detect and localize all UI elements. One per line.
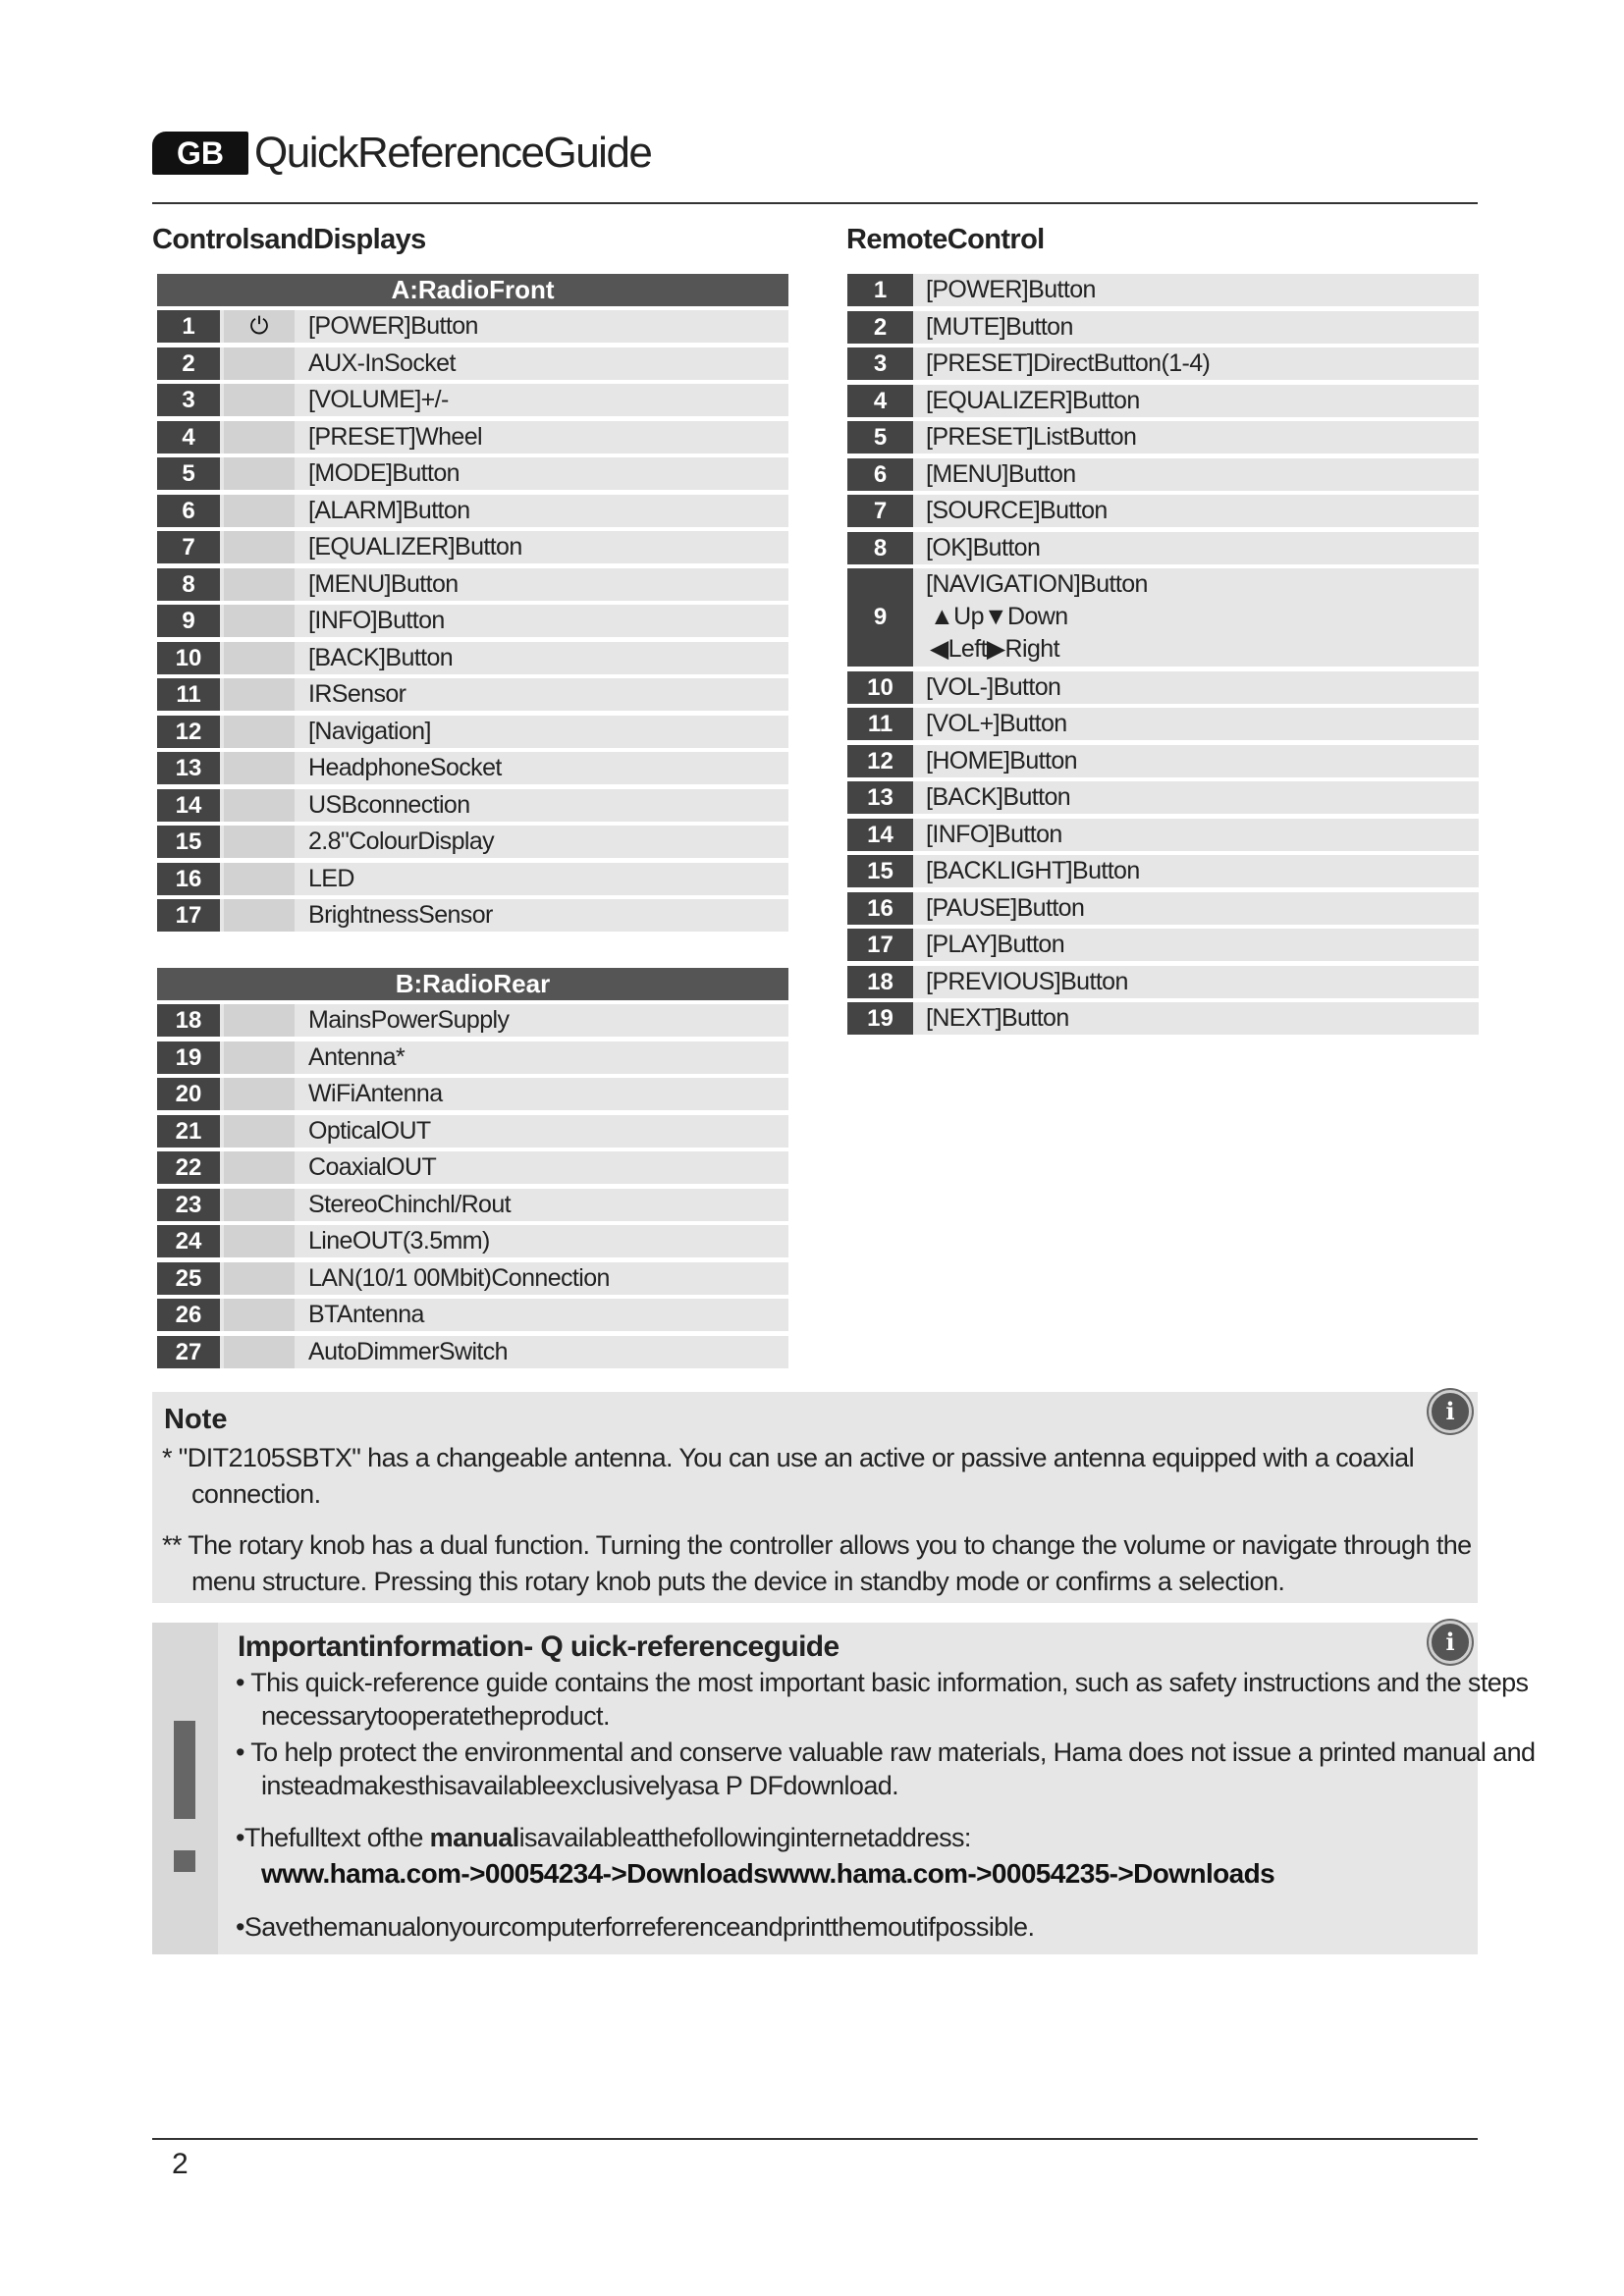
table-row <box>157 605 788 637</box>
item-label-line: ◀Left▶Right <box>930 635 1059 663</box>
table-row <box>847 966 1479 998</box>
item-number: 19 <box>157 1041 220 1074</box>
table-row <box>157 531 788 563</box>
item-label: [VOL-]Button <box>926 672 1061 701</box>
item-number: 1 <box>847 274 913 306</box>
table-row <box>157 495 788 527</box>
table-row <box>157 1041 788 1074</box>
item-label: CoaxialOUT <box>308 1153 437 1181</box>
item-number: 1 <box>157 310 220 343</box>
item-label: [MUTE]Button <box>926 312 1073 341</box>
item-number: 21 <box>157 1115 220 1148</box>
item-label: 2.8"ColourDisplay <box>308 828 495 855</box>
table-a-title: A:RadioFront <box>157 274 788 306</box>
item-symbol <box>224 347 295 380</box>
item-label: [MODE]Button <box>308 459 460 487</box>
table-row <box>847 819 1479 851</box>
item-label: LED <box>308 864 354 892</box>
item-number: 16 <box>157 863 220 895</box>
controls-section-title: ControlsandDisplays <box>152 224 426 255</box>
item-label: [ALARM]Button <box>308 496 470 524</box>
item-symbol <box>224 1189 295 1221</box>
item-label: MainsPowerSupply <box>308 1006 510 1034</box>
bullet-1-line-1: • This quick-reference guide contains the most important basic information, such as safety instructions and the steps <box>236 1668 1529 1697</box>
exclamation-dot <box>174 1850 195 1872</box>
power-icon: ⏻ <box>224 310 295 343</box>
table-b-title: B:RadioRear <box>157 968 788 1000</box>
table-row <box>847 781 1479 814</box>
item-number: 2 <box>847 311 913 344</box>
table-row <box>157 826 788 858</box>
item-number: 22 <box>157 1151 220 1184</box>
bullet-3 <box>236 1823 971 1853</box>
table-row <box>157 1115 788 1148</box>
table-row <box>157 716 788 748</box>
table-row <box>157 752 788 784</box>
table-row <box>847 347 1479 380</box>
item-label: [INFO]Button <box>308 607 445 634</box>
table-row <box>157 421 788 454</box>
item-label-line: [NAVIGATION]Button <box>926 570 1148 598</box>
item-symbol <box>224 899 295 932</box>
item-symbol <box>224 605 295 637</box>
table-row <box>157 642 788 674</box>
table-row <box>157 1004 788 1037</box>
item-number: 11 <box>847 708 913 740</box>
item-label: [VOLUME]+/- <box>308 386 449 413</box>
item-number: 17 <box>157 899 220 932</box>
table-row <box>157 568 788 601</box>
item-symbol <box>224 863 295 895</box>
table-row <box>157 1189 788 1221</box>
item-label: [PLAY]Button <box>926 931 1065 958</box>
bullet-2-line-1: • To help protect the environmental and conserve valuable raw materials, Hama does not issue a printed manual and <box>236 1737 1536 1767</box>
table-row <box>847 385 1479 417</box>
table-row <box>157 1336 788 1368</box>
item-number: 14 <box>847 819 913 851</box>
item-number: 16 <box>847 892 913 925</box>
table-row <box>157 1078 788 1110</box>
note-title: Note <box>164 1404 228 1435</box>
item-symbol <box>224 1004 295 1037</box>
bullet-2-line-2: insteadmakesthisavailableexclusivelyasa P DFdownload. <box>261 1771 899 1800</box>
item-number: 8 <box>157 568 220 601</box>
item-number: 9 <box>157 605 220 637</box>
item-label: BTAntenna <box>308 1301 424 1328</box>
table-row <box>157 678 788 711</box>
item-number: 25 <box>157 1262 220 1295</box>
important-title: Importantinformation- Q uick-referenceguide <box>238 1630 839 1663</box>
table-row <box>157 899 788 932</box>
item-label: [Navigation] <box>308 717 431 745</box>
item-number: 6 <box>157 495 220 527</box>
item-symbol <box>224 1225 295 1257</box>
table-row <box>157 1225 788 1257</box>
item-number: 13 <box>847 781 913 814</box>
item-symbol <box>224 752 295 784</box>
item-number: 2 <box>157 347 220 380</box>
item-symbol <box>224 642 295 674</box>
table-row <box>157 789 788 822</box>
item-label: IRSensor <box>308 680 406 708</box>
item-label: [PAUSE]Button <box>926 893 1085 922</box>
item-label: [PRESET]Wheel <box>308 422 482 451</box>
page-header <box>152 124 1478 204</box>
bullet-3-post: isavailableatthefollowinginternetaddress: <box>518 1823 971 1852</box>
item-symbol <box>224 826 295 858</box>
warning-sidebar <box>152 1623 218 1954</box>
item-number: 8 <box>847 532 913 564</box>
item-symbol <box>224 1151 295 1184</box>
info-icon: i <box>1429 1621 1472 1664</box>
item-symbol <box>224 1041 295 1074</box>
item-number: 7 <box>157 531 220 563</box>
item-label: [NEXT]Button <box>926 1004 1069 1032</box>
table-row <box>847 708 1479 740</box>
item-number: 14 <box>157 789 220 822</box>
note-box <box>152 1392 1478 1603</box>
table-row <box>847 458 1479 491</box>
important-info-box <box>152 1623 1536 1954</box>
item-number: 4 <box>847 385 913 417</box>
item-number: 27 <box>157 1336 220 1368</box>
item-number: 15 <box>847 855 913 887</box>
item-label: BrightnessSensor <box>308 901 493 929</box>
item-label: WiFiAntenna <box>308 1080 443 1107</box>
item-label: [EQUALIZER]Button <box>926 386 1140 414</box>
language-badge: GB <box>152 132 248 175</box>
item-number: 12 <box>847 745 913 777</box>
item-label: [OK]Button <box>926 533 1041 561</box>
note-line-2: connection. <box>191 1479 321 1509</box>
table-row <box>847 671 1479 704</box>
item-number: 12 <box>157 716 220 748</box>
item-label: [PREVIOUS]Button <box>926 967 1128 995</box>
item-label: [VOL+]Button <box>926 710 1067 737</box>
table-row <box>847 311 1479 344</box>
item-number: 24 <box>157 1225 220 1257</box>
item-symbol <box>224 495 295 527</box>
bullet-1-line-2: necessarytooperatetheproduct. <box>261 1701 610 1731</box>
item-label: Antenna* <box>308 1042 406 1071</box>
page-title: QuickReferenceGuide <box>254 129 652 177</box>
item-number: 5 <box>157 457 220 490</box>
item-number: 4 <box>157 421 220 454</box>
bullet-3-bold: manual <box>429 1823 519 1852</box>
item-label: [BACKLIGHT]Button <box>926 857 1140 884</box>
table-row <box>157 1262 788 1295</box>
item-label: [INFO]Button <box>926 820 1062 848</box>
radio-front-table <box>157 274 788 936</box>
item-label: [MENU]Button <box>308 569 459 598</box>
bullet-3-pre: •Thefulltext ofthe <box>236 1823 423 1852</box>
item-symbol <box>224 678 295 711</box>
table-row <box>157 1151 788 1184</box>
item-label: [MENU]Button <box>926 459 1076 488</box>
note-line-1: * "DIT2105SBTX" has a changeable antenna. You can use an active or passive antenna equipped with a coaxial <box>162 1443 1414 1472</box>
item-symbol <box>224 1299 295 1331</box>
table-row <box>157 347 788 380</box>
item-label: LineOUT(3.5mm) <box>308 1227 490 1255</box>
item-number: 18 <box>157 1004 220 1037</box>
table-row <box>157 384 788 416</box>
download-links[interactable]: www.hama.com->00054234->Downloadswww.hama.com->00054235->Downloads <box>261 1858 1275 1889</box>
item-symbol <box>224 789 295 822</box>
item-label: AutoDimmerSwitch <box>308 1337 508 1365</box>
note-line-4: menu structure. Pressing this rotary knob puts the device in standby mode or confirms a selection. <box>191 1567 1285 1596</box>
item-label: AUX-InSocket <box>308 348 456 377</box>
item-label: [BACK]Button <box>308 643 454 671</box>
item-symbol <box>224 1262 295 1295</box>
item-symbol <box>224 384 295 416</box>
item-number: 11 <box>157 678 220 711</box>
table-row <box>847 892 1479 925</box>
table-row <box>157 863 788 895</box>
item-label: StereoChinchl/Rout <box>308 1190 511 1218</box>
table-row <box>847 421 1479 454</box>
item-label: [POWER]Button <box>308 312 478 340</box>
item-number: 5 <box>847 421 913 454</box>
item-symbol <box>224 421 295 454</box>
remote-section-title: RemoteControl <box>846 224 1045 255</box>
footer-rule <box>152 2138 1478 2140</box>
table-row <box>157 457 788 490</box>
table-row <box>157 310 788 343</box>
item-number: 15 <box>157 826 220 858</box>
bullet-4: •Savethemanualonyourcomputerforreferenceandprintthemoutifpossible. <box>236 1912 1035 1942</box>
remote-control-table <box>847 274 1479 1040</box>
item-number: 17 <box>847 929 913 961</box>
radio-rear-table <box>157 968 788 1372</box>
item-number: 26 <box>157 1299 220 1331</box>
table-row <box>847 745 1479 777</box>
item-symbol <box>224 716 295 748</box>
item-number: 9 <box>847 568 913 667</box>
exclamation-icon <box>174 1721 195 1819</box>
item-number: 19 <box>847 1002 913 1035</box>
item-number: 3 <box>157 384 220 416</box>
table-row <box>847 532 1479 564</box>
item-number: 3 <box>847 347 913 380</box>
table-row <box>157 1299 788 1331</box>
info-icon: i <box>1429 1390 1472 1433</box>
item-number: 10 <box>157 642 220 674</box>
item-number: 10 <box>847 671 913 704</box>
item-label: USBconnection <box>308 790 470 819</box>
table-row <box>847 1002 1479 1035</box>
item-number: 23 <box>157 1189 220 1221</box>
item-number: 7 <box>847 495 913 527</box>
item-label: [PRESET]DirectButton(1-4) <box>926 349 1211 377</box>
item-symbol <box>224 1336 295 1368</box>
item-label: [POWER]Button <box>926 276 1096 303</box>
note-line-3: ** The rotary knob has a dual function. Turning the controller allows you to change the volume or navigate through the <box>162 1530 1472 1560</box>
item-label: OpticalOUT <box>308 1116 431 1145</box>
item-label-line: ▲Up▼Down <box>930 603 1068 630</box>
item-symbol <box>224 531 295 563</box>
item-number: 6 <box>847 458 913 491</box>
item-label: LAN(10/1 00Mbit)Connection <box>308 1263 610 1292</box>
item-label: [BACK]Button <box>926 783 1071 811</box>
item-symbol <box>224 568 295 601</box>
item-symbol <box>224 1115 295 1148</box>
table-row <box>847 568 1479 667</box>
item-symbol <box>224 1078 295 1110</box>
item-label: [PRESET]ListButton <box>926 423 1137 451</box>
item-label: HeadphoneSocket <box>308 754 502 781</box>
item-label: [EQUALIZER]Button <box>308 533 522 561</box>
table-row <box>847 855 1479 887</box>
item-symbol <box>224 457 295 490</box>
item-number: 18 <box>847 966 913 998</box>
item-label <box>926 568 1148 667</box>
item-number: 20 <box>157 1078 220 1110</box>
page-number: 2 <box>172 2148 189 2180</box>
item-number: 13 <box>157 752 220 784</box>
table-row <box>847 929 1479 961</box>
table-row <box>847 274 1479 306</box>
table-row <box>847 495 1479 527</box>
item-label: [SOURCE]Button <box>926 497 1108 524</box>
item-label: [HOME]Button <box>926 746 1077 774</box>
